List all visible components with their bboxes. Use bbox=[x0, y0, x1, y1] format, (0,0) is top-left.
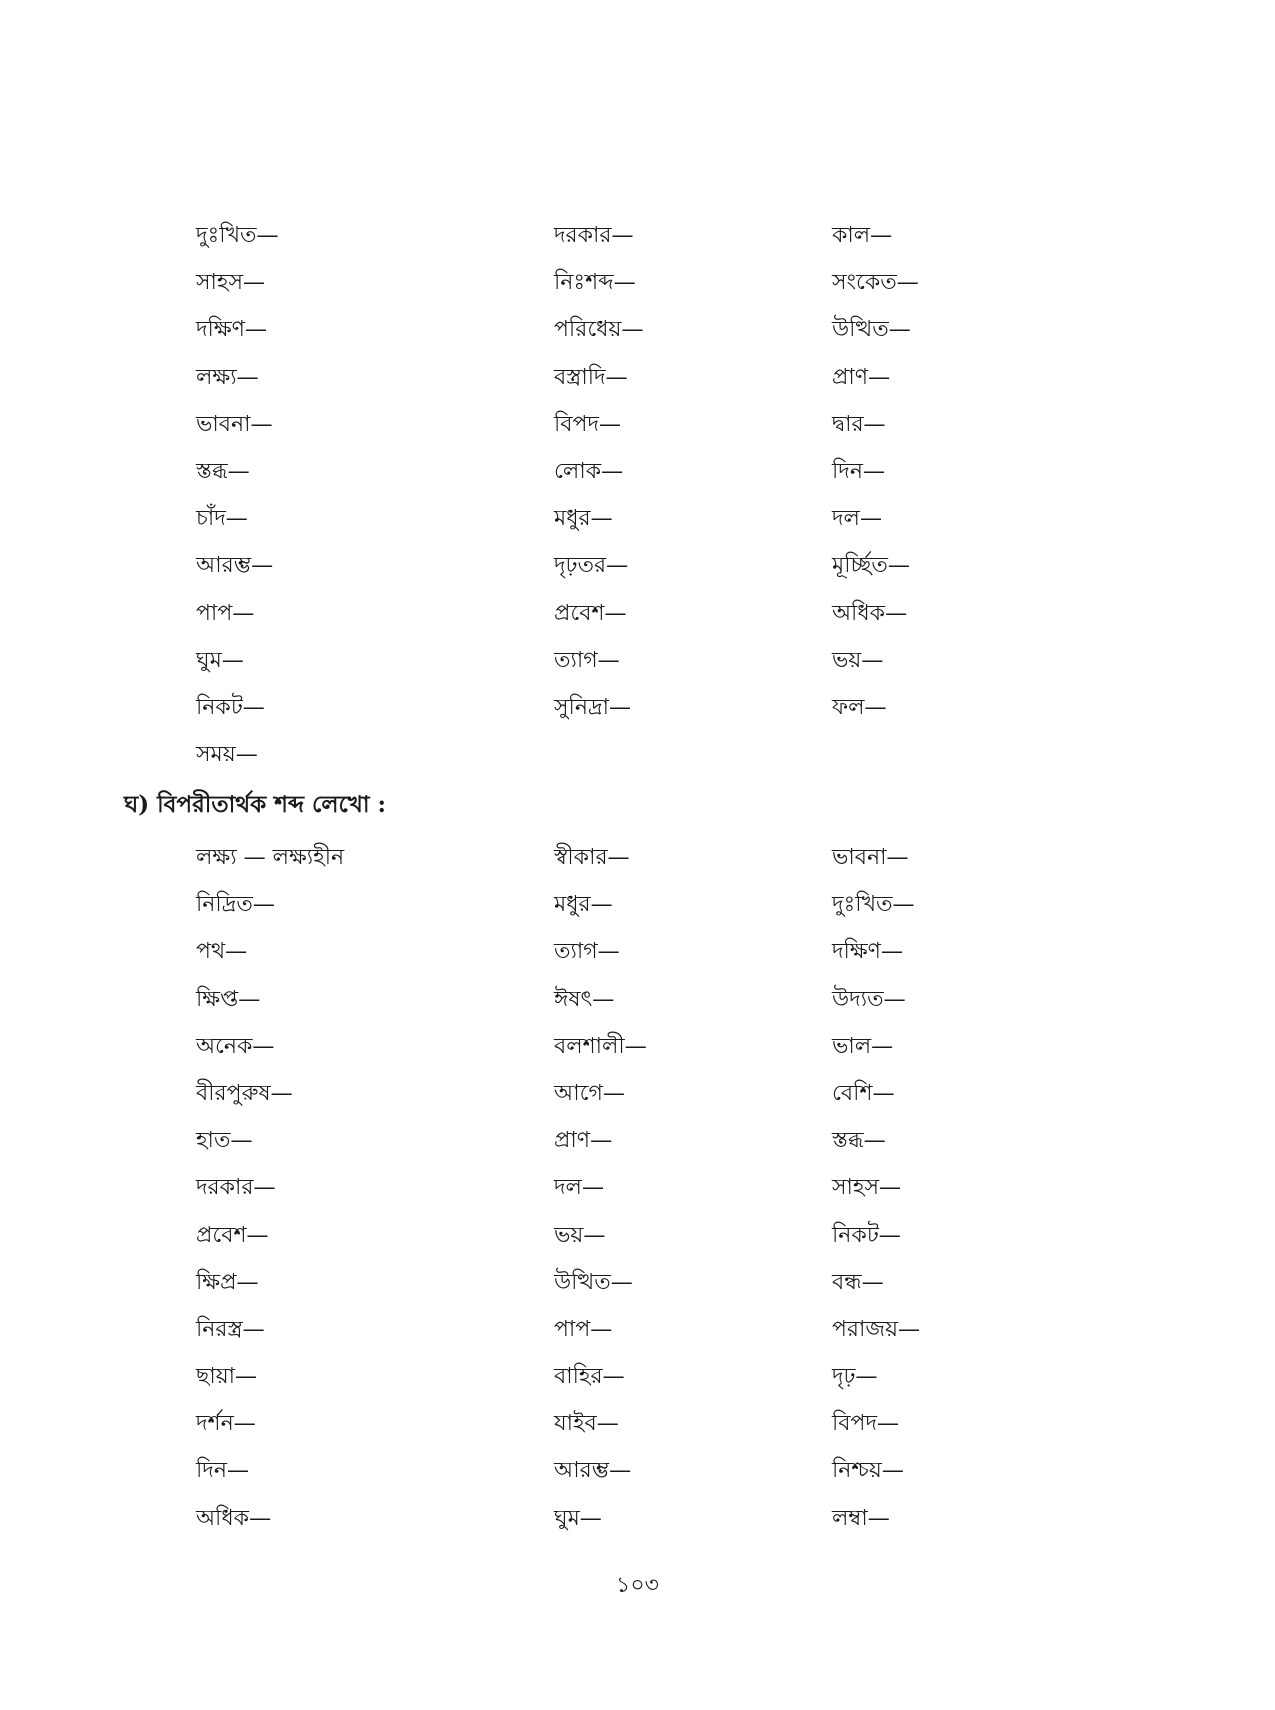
word-cell: বাহির— bbox=[554, 1364, 625, 1390]
word-cell: দরকার— bbox=[196, 1175, 276, 1201]
page-number: ১০৩ bbox=[616, 1573, 659, 1598]
word-cell: নিঃশব্দ— bbox=[554, 270, 636, 296]
word-cell: যাইব— bbox=[554, 1411, 619, 1437]
word-cell: ঘুম— bbox=[196, 647, 244, 673]
word-cell: উদ্যত— bbox=[832, 986, 906, 1012]
word-row bbox=[0, 1409, 1275, 1456]
word-cell: নিরস্ত্র— bbox=[196, 1316, 265, 1342]
word-cell: ঈষৎ— bbox=[554, 986, 615, 1012]
word-row bbox=[0, 599, 1275, 646]
word-cell: দৃঢ়তর— bbox=[554, 553, 629, 579]
word-row bbox=[0, 1504, 1275, 1551]
word-row bbox=[0, 504, 1275, 551]
word-cell: দুঃখিত— bbox=[196, 223, 279, 248]
word-row bbox=[0, 890, 1275, 937]
word-row bbox=[0, 1221, 1275, 1268]
word-cell: পরিধেয়— bbox=[554, 317, 644, 343]
word-cell: প্রাণ— bbox=[554, 1128, 613, 1154]
word-cell: দিন— bbox=[832, 458, 885, 484]
word-row bbox=[0, 646, 1275, 693]
word-row bbox=[0, 937, 1275, 984]
word-cell: প্রাণ— bbox=[832, 364, 891, 390]
word-cell: পাপ— bbox=[554, 1316, 613, 1342]
word-cell: প্রবেশ— bbox=[554, 600, 627, 626]
word-cell: বন্ধ— bbox=[832, 1269, 884, 1295]
word-list-section-1 bbox=[0, 221, 1275, 787]
word-row bbox=[0, 457, 1275, 504]
word-cell: দৃঢ়— bbox=[832, 1364, 878, 1390]
word-cell: আরম্ভ— bbox=[554, 1458, 632, 1484]
word-row bbox=[0, 843, 1275, 890]
word-cell: মধুর— bbox=[554, 506, 613, 532]
word-cell: লক্ষ্য— bbox=[196, 364, 259, 390]
word-cell: স্তব্ধ— bbox=[832, 1128, 886, 1154]
word-cell: নিকট— bbox=[196, 694, 265, 720]
word-cell: পাপ— bbox=[196, 600, 255, 626]
word-row bbox=[0, 1032, 1275, 1079]
word-cell: কাল— bbox=[832, 223, 893, 248]
word-cell: নিদ্রিত— bbox=[196, 892, 275, 918]
word-cell: বিপদ— bbox=[832, 1411, 900, 1437]
word-cell: অধিক— bbox=[832, 600, 908, 626]
word-cell: দর্শন— bbox=[196, 1411, 256, 1437]
word-cell: ভয়— bbox=[554, 1222, 606, 1248]
word-cell: লম্বা— bbox=[832, 1505, 890, 1531]
word-cell: নিকট— bbox=[832, 1222, 901, 1248]
word-cell: দরকার— bbox=[554, 223, 634, 248]
word-row bbox=[0, 693, 1275, 740]
word-cell: লোক— bbox=[554, 458, 624, 484]
word-cell: স্তব্ধ— bbox=[196, 458, 250, 484]
word-cell: অধিক— bbox=[196, 1505, 272, 1531]
word-row bbox=[0, 221, 1275, 268]
word-cell: সময়— bbox=[196, 742, 258, 768]
word-cell: উত্থিত— bbox=[832, 317, 911, 343]
word-row bbox=[0, 1315, 1275, 1362]
word-cell: ফল— bbox=[832, 694, 887, 720]
word-row bbox=[0, 315, 1275, 362]
word-row bbox=[0, 410, 1275, 457]
word-cell: বলশালী— bbox=[554, 1033, 647, 1059]
word-cell: বিপদ— bbox=[554, 411, 622, 437]
word-cell: প্রবেশ— bbox=[196, 1222, 269, 1248]
word-cell: ত্যাগ— bbox=[554, 939, 620, 965]
word-cell: দিন— bbox=[196, 1458, 249, 1484]
word-cell: অনেক— bbox=[196, 1033, 275, 1059]
word-cell: আগে— bbox=[554, 1080, 625, 1106]
word-cell: সুনিদ্রা— bbox=[554, 694, 631, 720]
word-row bbox=[0, 363, 1275, 410]
word-cell: চাঁদ— bbox=[196, 506, 248, 532]
word-cell: দক্ষিণ— bbox=[832, 939, 903, 965]
word-cell: ভাবনা— bbox=[196, 411, 273, 437]
word-row bbox=[0, 1456, 1275, 1503]
word-row bbox=[0, 985, 1275, 1032]
word-cell: দক্ষিণ— bbox=[196, 317, 267, 343]
word-row bbox=[0, 268, 1275, 315]
word-cell: মূর্চ্ছিত— bbox=[832, 553, 910, 579]
word-cell: আরম্ভ— bbox=[196, 553, 274, 579]
word-cell: বেশি— bbox=[832, 1080, 895, 1106]
word-cell: সাহস— bbox=[196, 270, 266, 296]
word-cell: ভাবনা— bbox=[832, 845, 909, 870]
word-row bbox=[0, 1268, 1275, 1315]
word-cell: ঘুম— bbox=[554, 1505, 602, 1531]
word-cell: বস্ত্রাদি— bbox=[554, 364, 628, 390]
antonym-list-section bbox=[0, 843, 1275, 1551]
word-row bbox=[0, 740, 1275, 787]
word-row bbox=[0, 1126, 1275, 1173]
word-row bbox=[0, 1362, 1275, 1409]
word-cell: হাত— bbox=[196, 1128, 253, 1154]
word-cell: ত্যাগ— bbox=[554, 647, 620, 673]
word-row bbox=[0, 551, 1275, 598]
word-cell: মধুর— bbox=[554, 892, 613, 918]
word-cell: উত্থিত— bbox=[554, 1269, 633, 1295]
word-cell: ক্ষিপ্র— bbox=[196, 1269, 259, 1295]
word-cell: সাহস— bbox=[832, 1175, 902, 1201]
word-cell: দল— bbox=[832, 506, 882, 532]
word-cell: পরাজয়— bbox=[832, 1316, 921, 1342]
word-cell: ভাল— bbox=[832, 1033, 894, 1059]
word-cell: ছায়া— bbox=[196, 1364, 258, 1390]
word-cell: ক্ষিপ্ত— bbox=[196, 986, 261, 1012]
word-row bbox=[0, 1079, 1275, 1126]
word-cell: বীরপুরুষ— bbox=[196, 1080, 293, 1106]
exercise-heading: ঘ) বিপরীতার্থক শব্দ লেখো : bbox=[124, 791, 386, 818]
word-cell: নিশ্চয়— bbox=[832, 1458, 904, 1484]
word-cell: দল— bbox=[554, 1175, 604, 1201]
word-cell: লক্ষ্য — লক্ষ্যহীন bbox=[196, 845, 345, 870]
word-cell: ভয়— bbox=[832, 647, 884, 673]
word-cell: দ্বার— bbox=[832, 411, 886, 437]
word-cell: দুঃখিত— bbox=[832, 892, 915, 918]
word-cell: পথ— bbox=[196, 939, 248, 965]
word-row bbox=[0, 1173, 1275, 1220]
word-cell: সংকেত— bbox=[832, 270, 919, 296]
word-cell: স্বীকার— bbox=[554, 845, 630, 870]
